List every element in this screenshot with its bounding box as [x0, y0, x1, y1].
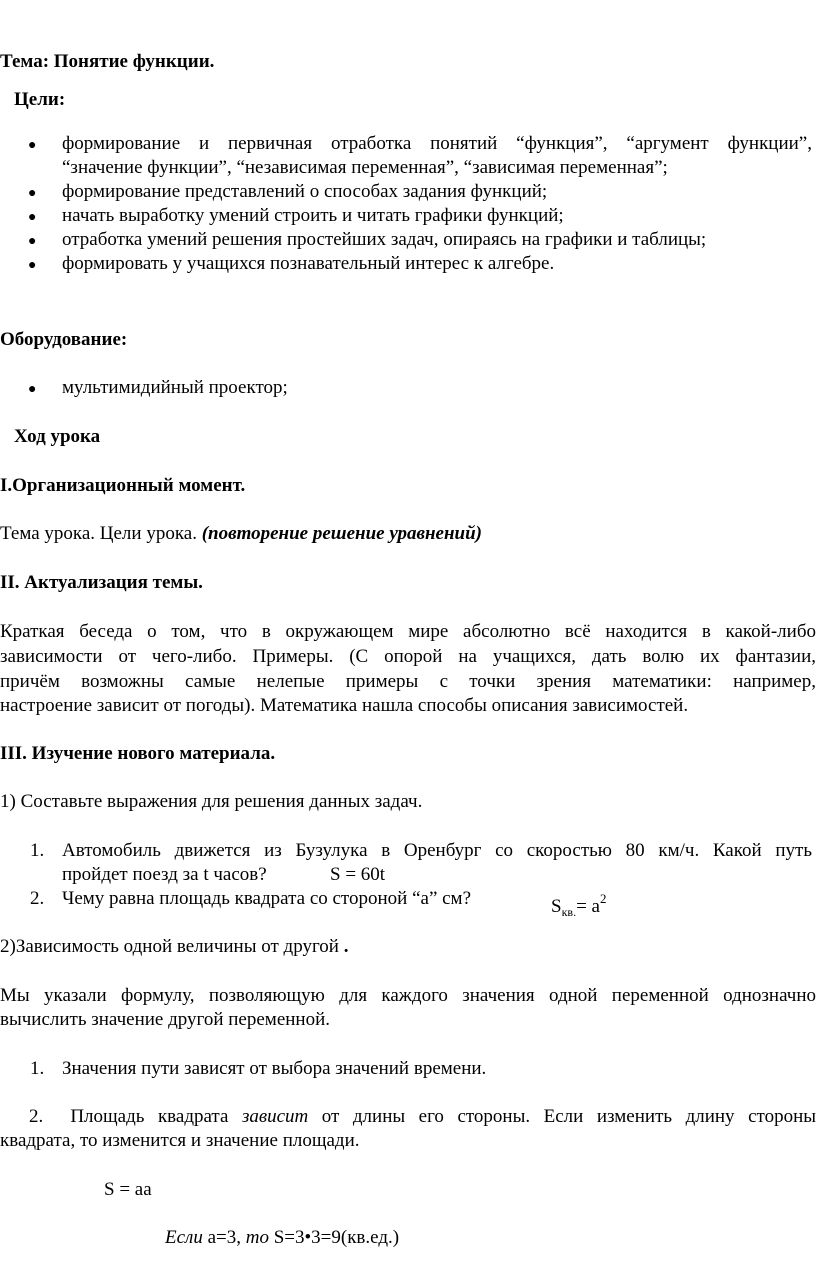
task-intro: 1) Составьте выражения для решения данных задач. — [0, 791, 423, 812]
bullet-icon: ● — [28, 210, 37, 225]
formula-square: S = aa — [104, 1179, 152, 1200]
formula-area: $S_{кв.}= a^2$ — [551, 891, 607, 919]
section-1-title: I.Организационный момент. — [0, 475, 246, 496]
equipment-heading: Оборудование: — [0, 329, 128, 350]
bullet-icon: ● — [28, 258, 37, 273]
section-2-title: II. Актуализация темы. — [0, 572, 203, 593]
lesson-heading: Ход урока — [14, 426, 101, 447]
goals-heading: Цели: — [14, 89, 66, 110]
section-1-text: Тема урока. Цели урока. (повторение решение уравнений) — [0, 523, 482, 544]
section-3-title: III. Изучение нового материала. — [0, 743, 276, 764]
topic-heading: Тема: Понятие функции. — [0, 51, 215, 72]
bullet-icon: ● — [28, 234, 37, 249]
formula-distance: S = 60t — [330, 864, 386, 885]
document-page: Тема: Понятие функции. Цели: ● формирование и первичная отработка понятий “функция”, “аргумент функции”, “значение функции”, “независимая переменная”, “зависимая переменная”; ● формирование представлений о способах задания функций; ● начать выработку умений строить и читать графики функций; ● отработка умений решения простейших задач, опираясь на графики и таблицы; ● формировать у учащихся познавательный интерес к алгебре. Оборудование: ● мультимидийный проектор; Ход урока I.Организационный момент. Тема урока. Цели урока. (повторение решение уравнений) II. Актуализация темы. Краткая беседа о том, что в окружающем мире абсолютно всё находится в какой-либо зависимости от чего-либо. Примеры. (С опорой на учащихся, дать волю их фантазии, причём возможны самые нелепые примеры с точки зрения математики: например, настроение зависит от погоды). Математика нашла способы описания зависимостей. III. Изучение нового материала. 1) Составьте выражения для решения данных задач. 1. Автомобиль движется из Бузулука в Оренбург со скоростью 80 км/ч. Какой путь пройдет поезд за t часов? S = 60t 2. Чему равна площадь квадрата со стороной “a” см? $S_{кв.}= a^2$ 2)Зависимость одной величины от другой . Мы указали формулу, позволяющую для каждого значения одной переменной однозначно вычислить значение другой переменной. 1. Значения пути зависят от выбора значений времени. 2. Площадь квадрата зависит от длины его стороны. Если изменить длину стороны квадрата, то изменится и значение площади. S = aa Если a=3, то S=3•3=9(кв.ед.) — [0, 51, 816, 1248]
bullet-icon: ● — [28, 138, 37, 153]
bullet-icon: ● — [28, 186, 37, 201]
section-1-note: (повторение решение уравнений) — [201, 523, 482, 544]
dependency-title: 2)Зависимость одной величины от другой . — [0, 936, 349, 957]
bullet-icon: ● — [28, 382, 37, 397]
example-line: Если a=3, то S=3•3=9(кв.ед.) — [165, 1227, 400, 1248]
